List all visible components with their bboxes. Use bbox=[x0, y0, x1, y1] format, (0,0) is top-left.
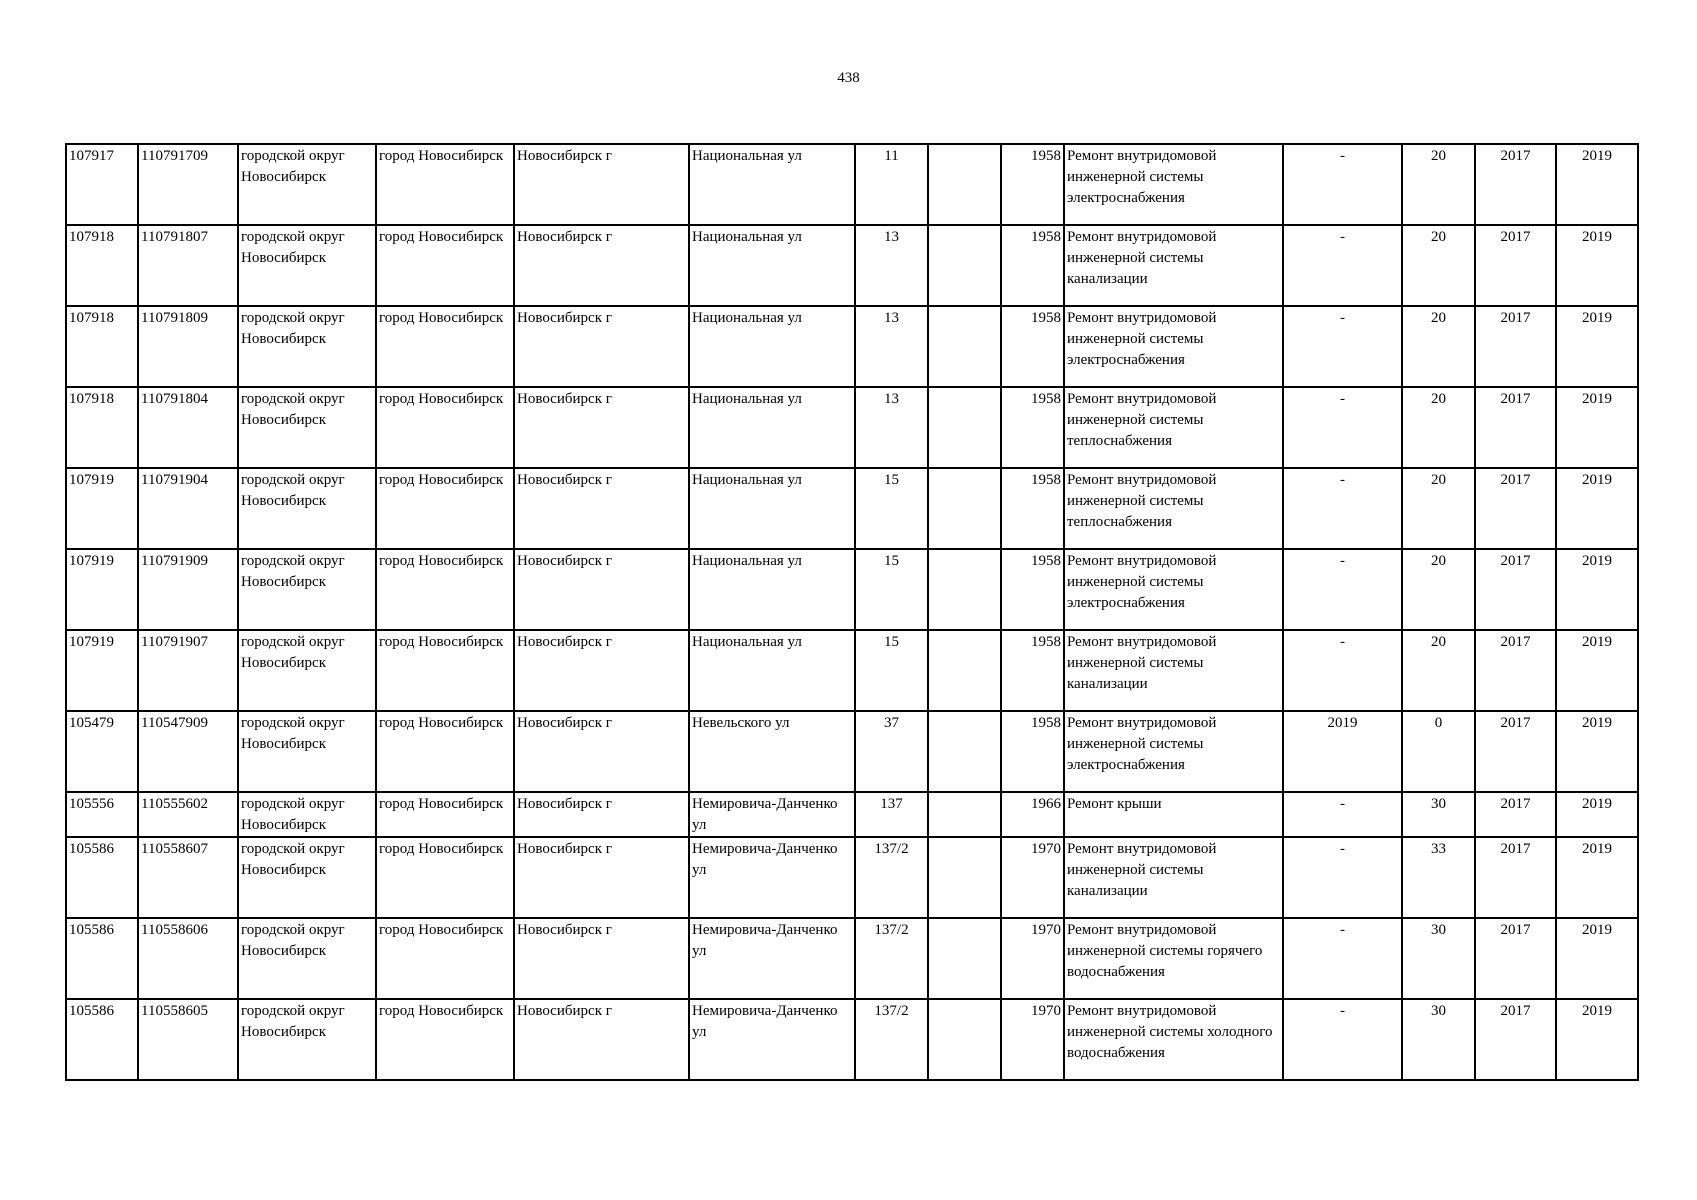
cell-municipal-district: городской округ Новосибирск bbox=[238, 918, 376, 999]
cell-work-id: 110791807 bbox=[138, 225, 238, 306]
cell-locality: Новосибирск г bbox=[514, 630, 689, 711]
cell-building bbox=[928, 918, 1001, 999]
cell-period-end: 2019 bbox=[1556, 837, 1638, 918]
cell-settlement: город Новосибирск bbox=[376, 918, 514, 999]
cell-building bbox=[928, 144, 1001, 225]
cell-period-start: 2017 bbox=[1475, 468, 1556, 549]
cell-repair-year: - bbox=[1283, 225, 1402, 306]
cell-building bbox=[928, 792, 1001, 837]
cell-building bbox=[928, 306, 1001, 387]
cell-build-year: 1958 bbox=[1001, 306, 1064, 387]
cell-municipal-district: городской округ Новосибирск bbox=[238, 792, 376, 837]
cell-work-id: 110791909 bbox=[138, 549, 238, 630]
cell-house-id: 107919 bbox=[66, 468, 138, 549]
cell-house-number: 11 bbox=[855, 144, 928, 225]
page-number: 438 bbox=[837, 70, 860, 86]
cell-building bbox=[928, 468, 1001, 549]
cell-period-end: 2019 bbox=[1556, 468, 1638, 549]
cell-locality: Новосибирск г bbox=[514, 918, 689, 999]
cell-work-type: Ремонт внутридомовой инженерной системы теплоснабжения bbox=[1064, 468, 1283, 549]
cell-work-id: 110791804 bbox=[138, 387, 238, 468]
cell-municipal-district: городской округ Новосибирск bbox=[238, 468, 376, 549]
cell-repair-year: - bbox=[1283, 144, 1402, 225]
cell-house-number: 137/2 bbox=[855, 918, 928, 999]
cell-settlement: город Новосибирск bbox=[376, 837, 514, 918]
cell-work-id: 110791907 bbox=[138, 630, 238, 711]
cell-house-number: 137/2 bbox=[855, 837, 928, 918]
cell-wear-value: 30 bbox=[1402, 999, 1475, 1080]
cell-house-id: 107919 bbox=[66, 630, 138, 711]
table-row bbox=[66, 225, 1638, 306]
cell-locality: Новосибирск г bbox=[514, 144, 689, 225]
table-body bbox=[66, 144, 1638, 1080]
cell-locality: Новосибирск г bbox=[514, 837, 689, 918]
cell-period-start: 2017 bbox=[1475, 918, 1556, 999]
cell-street: Немировича-Данченко ул bbox=[689, 792, 855, 837]
cell-house-id: 107917 bbox=[66, 144, 138, 225]
cell-work-id: 110558605 bbox=[138, 999, 238, 1080]
cell-repair-year: - bbox=[1283, 837, 1402, 918]
cell-house-id: 107918 bbox=[66, 306, 138, 387]
cell-street: Национальная ул bbox=[689, 306, 855, 387]
cell-municipal-district: городской округ Новосибирск bbox=[238, 144, 376, 225]
cell-house-number: 15 bbox=[855, 549, 928, 630]
cell-municipal-district: городской округ Новосибирск bbox=[238, 387, 376, 468]
cell-work-type: Ремонт внутридомовой инженерной системы холодного водоснабжения bbox=[1064, 999, 1283, 1080]
cell-locality: Новосибирск г bbox=[514, 549, 689, 630]
cell-period-start: 2017 bbox=[1475, 225, 1556, 306]
cell-street: Национальная ул bbox=[689, 468, 855, 549]
cell-period-end: 2019 bbox=[1556, 999, 1638, 1080]
cell-house-number: 137 bbox=[855, 792, 928, 837]
cell-period-end: 2019 bbox=[1556, 711, 1638, 792]
cell-wear-value: 20 bbox=[1402, 549, 1475, 630]
cell-municipal-district: городской округ Новосибирск bbox=[238, 837, 376, 918]
cell-period-start: 2017 bbox=[1475, 792, 1556, 837]
cell-locality: Новосибирск г bbox=[514, 387, 689, 468]
cell-repair-year: - bbox=[1283, 306, 1402, 387]
table-row bbox=[66, 468, 1638, 549]
cell-period-start: 2017 bbox=[1475, 306, 1556, 387]
cell-wear-value: 30 bbox=[1402, 792, 1475, 837]
cell-period-start: 2017 bbox=[1475, 144, 1556, 225]
table-row bbox=[66, 549, 1638, 630]
cell-settlement: город Новосибирск bbox=[376, 549, 514, 630]
cell-municipal-district: городской округ Новосибирск bbox=[238, 225, 376, 306]
cell-settlement: город Новосибирск bbox=[376, 711, 514, 792]
cell-work-type: Ремонт внутридомовой инженерной системы электроснабжения bbox=[1064, 549, 1283, 630]
cell-build-year: 1970 bbox=[1001, 837, 1064, 918]
cell-locality: Новосибирск г bbox=[514, 711, 689, 792]
cell-build-year: 1958 bbox=[1001, 711, 1064, 792]
table-row bbox=[66, 792, 1638, 837]
table-row bbox=[66, 144, 1638, 225]
cell-build-year: 1958 bbox=[1001, 468, 1064, 549]
table-row bbox=[66, 918, 1638, 999]
cell-building bbox=[928, 711, 1001, 792]
cell-building bbox=[928, 549, 1001, 630]
cell-municipal-district: городской округ Новосибирск bbox=[238, 711, 376, 792]
cell-settlement: город Новосибирск bbox=[376, 468, 514, 549]
cell-work-type: Ремонт внутридомовой инженерной системы канализации bbox=[1064, 630, 1283, 711]
cell-period-end: 2019 bbox=[1556, 630, 1638, 711]
cell-work-id: 110558606 bbox=[138, 918, 238, 999]
cell-street: Немировича-Данченко ул bbox=[689, 999, 855, 1080]
cell-building bbox=[928, 387, 1001, 468]
cell-period-start: 2017 bbox=[1475, 999, 1556, 1080]
cell-repair-year: - bbox=[1283, 468, 1402, 549]
cell-settlement: город Новосибирск bbox=[376, 306, 514, 387]
cell-build-year: 1958 bbox=[1001, 225, 1064, 306]
cell-build-year: 1958 bbox=[1001, 549, 1064, 630]
cell-house-number: 13 bbox=[855, 387, 928, 468]
cell-locality: Новосибирск г bbox=[514, 306, 689, 387]
cell-settlement: город Новосибирск bbox=[376, 630, 514, 711]
cell-street: Немировича-Данченко ул bbox=[689, 837, 855, 918]
cell-street: Национальная ул bbox=[689, 630, 855, 711]
table-row bbox=[66, 630, 1638, 711]
cell-work-type: Ремонт внутридомовой инженерной системы канализации bbox=[1064, 837, 1283, 918]
cell-repair-year: - bbox=[1283, 918, 1402, 999]
cell-work-type: Ремонт внутридомовой инженерной системы горячего водоснабжения bbox=[1064, 918, 1283, 999]
cell-municipal-district: городской округ Новосибирск bbox=[238, 549, 376, 630]
cell-work-type: Ремонт внутридомовой инженерной системы теплоснабжения bbox=[1064, 387, 1283, 468]
cell-repair-year: - bbox=[1283, 387, 1402, 468]
cell-house-id: 107918 bbox=[66, 387, 138, 468]
cell-period-end: 2019 bbox=[1556, 387, 1638, 468]
cell-work-id: 110555602 bbox=[138, 792, 238, 837]
cell-build-year: 1958 bbox=[1001, 387, 1064, 468]
cell-build-year: 1970 bbox=[1001, 999, 1064, 1080]
cell-street: Национальная ул bbox=[689, 387, 855, 468]
cell-house-id: 105586 bbox=[66, 999, 138, 1080]
cell-work-type: Ремонт крыши bbox=[1064, 792, 1283, 837]
cell-house-number: 15 bbox=[855, 468, 928, 549]
cell-building bbox=[928, 630, 1001, 711]
cell-work-type: Ремонт внутридомовой инженерной системы электроснабжения bbox=[1064, 306, 1283, 387]
cell-municipal-district: городской округ Новосибирск bbox=[238, 306, 376, 387]
cell-building bbox=[928, 999, 1001, 1080]
cell-house-id: 105586 bbox=[66, 837, 138, 918]
cell-street: Национальная ул bbox=[689, 144, 855, 225]
cell-wear-value: 20 bbox=[1402, 144, 1475, 225]
cell-period-start: 2017 bbox=[1475, 711, 1556, 792]
cell-settlement: город Новосибирск bbox=[376, 225, 514, 306]
cell-period-end: 2019 bbox=[1556, 225, 1638, 306]
table-row bbox=[66, 387, 1638, 468]
cell-street: Немировича-Данченко ул bbox=[689, 918, 855, 999]
cell-locality: Новосибирск г bbox=[514, 468, 689, 549]
cell-wear-value: 20 bbox=[1402, 387, 1475, 468]
cell-wear-value: 0 bbox=[1402, 711, 1475, 792]
cell-period-start: 2017 bbox=[1475, 387, 1556, 468]
cell-work-id: 110547909 bbox=[138, 711, 238, 792]
cell-building bbox=[928, 837, 1001, 918]
cell-period-start: 2017 bbox=[1475, 549, 1556, 630]
cell-period-start: 2017 bbox=[1475, 630, 1556, 711]
cell-repair-year: - bbox=[1283, 630, 1402, 711]
cell-locality: Новосибирск г bbox=[514, 225, 689, 306]
cell-build-year: 1958 bbox=[1001, 630, 1064, 711]
cell-locality: Новосибирск г bbox=[514, 999, 689, 1080]
cell-settlement: город Новосибирск bbox=[376, 999, 514, 1080]
cell-house-id: 107919 bbox=[66, 549, 138, 630]
cell-work-type: Ремонт внутридомовой инженерной системы электроснабжения bbox=[1064, 711, 1283, 792]
cell-period-end: 2019 bbox=[1556, 306, 1638, 387]
cell-house-number: 137/2 bbox=[855, 999, 928, 1080]
cell-work-type: Ремонт внутридомовой инженерной системы электроснабжения bbox=[1064, 144, 1283, 225]
cell-street: Национальная ул bbox=[689, 549, 855, 630]
cell-period-end: 2019 bbox=[1556, 918, 1638, 999]
cell-municipal-district: городской округ Новосибирск bbox=[238, 999, 376, 1080]
repair-register-table bbox=[65, 143, 1639, 1081]
cell-build-year: 1958 bbox=[1001, 144, 1064, 225]
cell-build-year: 1970 bbox=[1001, 918, 1064, 999]
cell-period-end: 2019 bbox=[1556, 144, 1638, 225]
cell-settlement: город Новосибирск bbox=[376, 144, 514, 225]
cell-period-end: 2019 bbox=[1556, 549, 1638, 630]
cell-repair-year: - bbox=[1283, 792, 1402, 837]
cell-house-number: 13 bbox=[855, 225, 928, 306]
cell-wear-value: 20 bbox=[1402, 468, 1475, 549]
cell-house-id: 105586 bbox=[66, 918, 138, 999]
cell-house-number: 37 bbox=[855, 711, 928, 792]
cell-work-type: Ремонт внутридомовой инженерной системы канализации bbox=[1064, 225, 1283, 306]
cell-municipal-district: городской округ Новосибирск bbox=[238, 630, 376, 711]
cell-wear-value: 20 bbox=[1402, 630, 1475, 711]
cell-settlement: город Новосибирск bbox=[376, 387, 514, 468]
cell-locality: Новосибирск г bbox=[514, 792, 689, 837]
cell-build-year: 1966 bbox=[1001, 792, 1064, 837]
cell-wear-value: 20 bbox=[1402, 306, 1475, 387]
cell-repair-year: - bbox=[1283, 549, 1402, 630]
cell-repair-year: 2019 bbox=[1283, 711, 1402, 792]
cell-period-start: 2017 bbox=[1475, 837, 1556, 918]
cell-house-id: 107918 bbox=[66, 225, 138, 306]
cell-work-id: 110791904 bbox=[138, 468, 238, 549]
cell-wear-value: 33 bbox=[1402, 837, 1475, 918]
cell-building bbox=[928, 225, 1001, 306]
table-row bbox=[66, 306, 1638, 387]
cell-work-id: 110791709 bbox=[138, 144, 238, 225]
cell-repair-year: - bbox=[1283, 999, 1402, 1080]
cell-work-id: 110791809 bbox=[138, 306, 238, 387]
cell-house-number: 15 bbox=[855, 630, 928, 711]
cell-settlement: город Новосибирск bbox=[376, 792, 514, 837]
cell-street: Невельского ул bbox=[689, 711, 855, 792]
cell-house-number: 13 bbox=[855, 306, 928, 387]
table-row bbox=[66, 837, 1638, 918]
cell-work-id: 110558607 bbox=[138, 837, 238, 918]
table-row bbox=[66, 999, 1638, 1080]
cell-house-id: 105556 bbox=[66, 792, 138, 837]
cell-wear-value: 20 bbox=[1402, 225, 1475, 306]
cell-period-end: 2019 bbox=[1556, 792, 1638, 837]
cell-house-id: 105479 bbox=[66, 711, 138, 792]
cell-street: Национальная ул bbox=[689, 225, 855, 306]
table-row bbox=[66, 711, 1638, 792]
cell-wear-value: 30 bbox=[1402, 918, 1475, 999]
